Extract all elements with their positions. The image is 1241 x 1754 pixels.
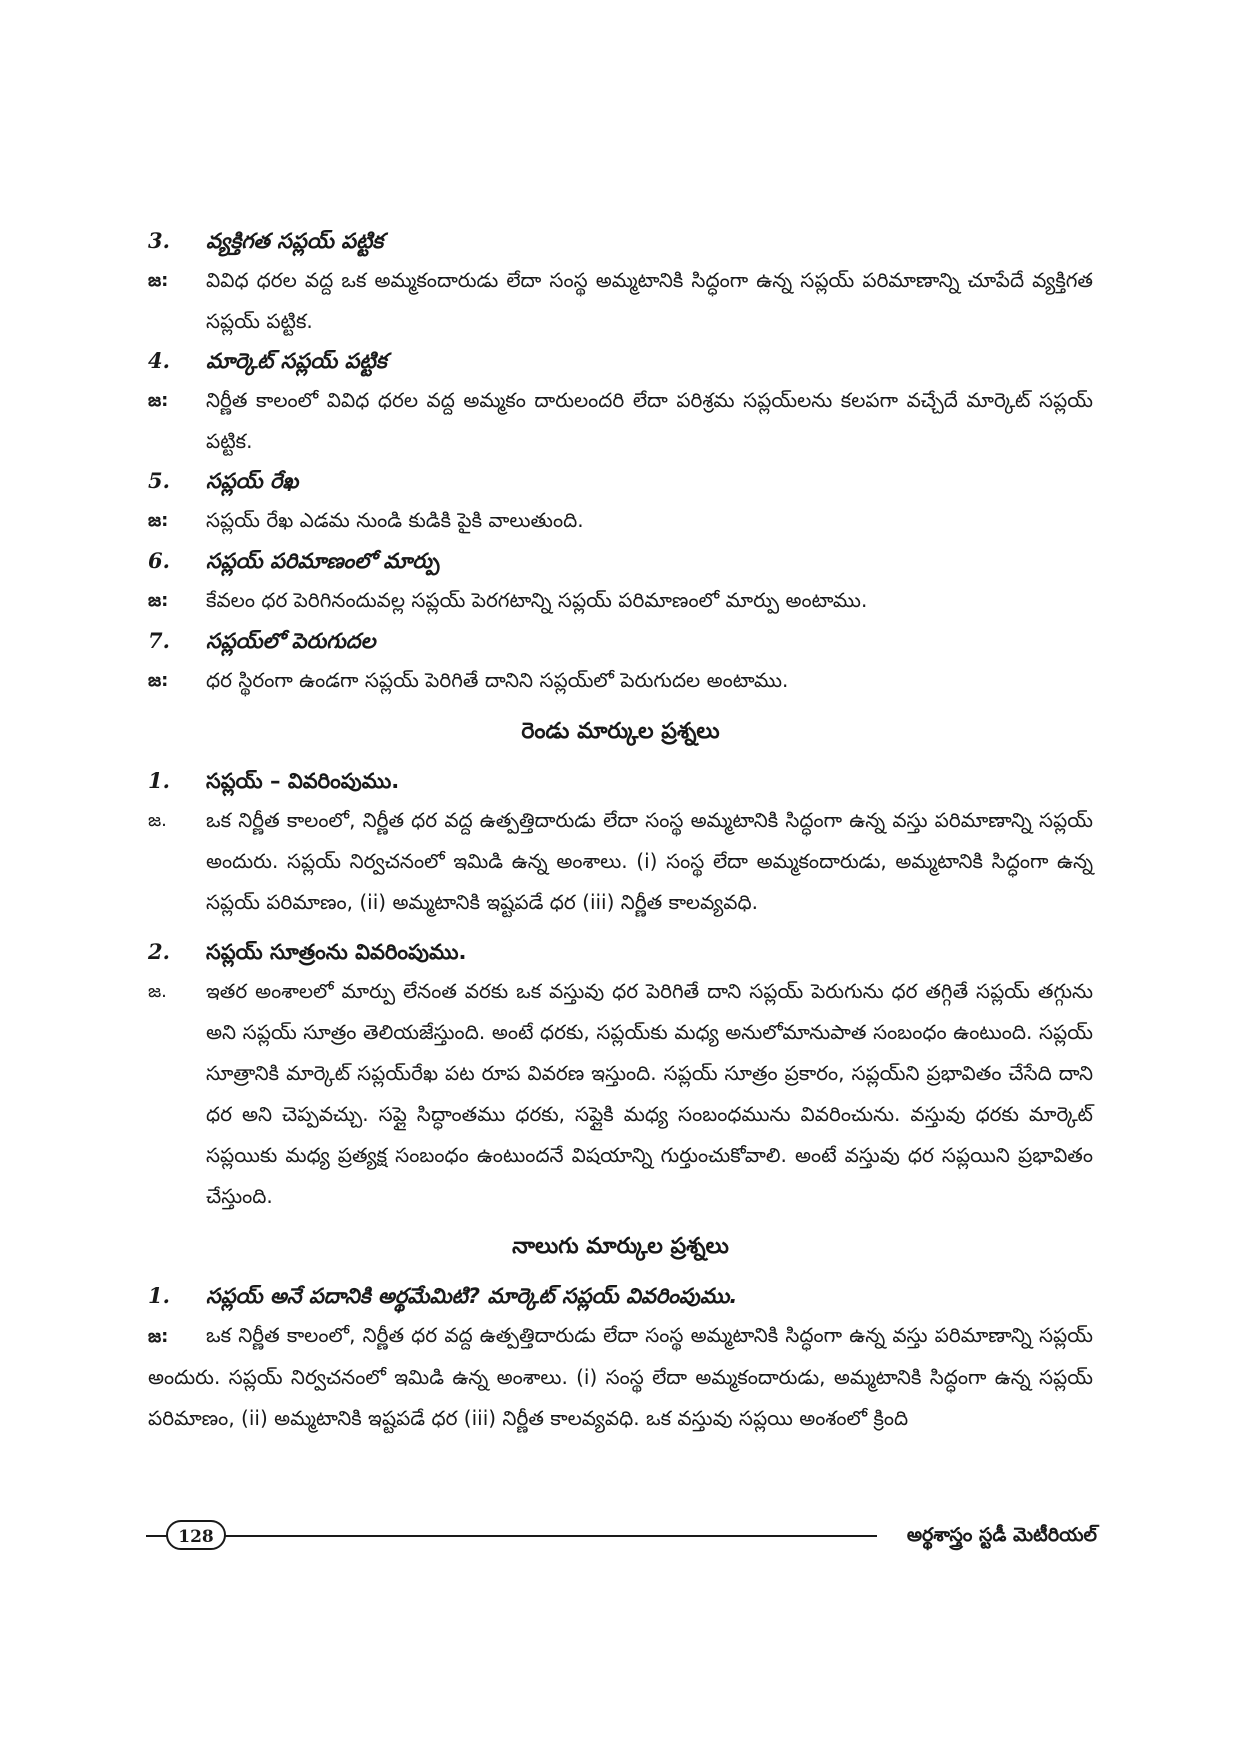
answer-label: జ: [148, 390, 169, 411]
item-heading [148, 462, 1093, 500]
section-heading-four-marks: నాలుగు మార్కుల ప్రశ్నలు [512, 1234, 729, 1259]
item-number: 7. [148, 628, 170, 653]
answer-text: ఒక నిర్ణీత కాలంలో, నిర్ణీత ధర వద్ద ఉత్పత్తిదారుడు లేదా సంస్థ అమ్మటానికి సిద్ధంగా ఉన్న వస్తు పరిమాణాన్ని సప్లయ్ అందురు. సప్లయ్ నిర్వచనంలో ఇమిడి ఉన్న అంశాలు. (i) సంస్థ లేదా అమ్మకందారుడు, అమ్మటానికి సిద్ధంగా ఉన్న సప్లయ్ పరిమాణం, (ii) అమ్మటానికి ఇష్టపడే ధర (iii) నిర్ణీత కాలవ్యవధి. [206, 808, 1093, 914]
question-answer [148, 1315, 1093, 1439]
answer-label: జ: [148, 270, 169, 291]
question-number: 1. [148, 768, 170, 793]
answer-label: జ: [148, 510, 169, 531]
question-title [206, 762, 1093, 800]
question-heading [148, 762, 1093, 800]
question-answer [148, 800, 1093, 923]
question-number: 1. [148, 1283, 170, 1308]
answer-label: జ: [148, 670, 169, 691]
question-number: 2. [148, 939, 170, 964]
item-number: 4. [148, 348, 170, 373]
item-title: సప్లయ్‌లో పెరుగుదల [206, 629, 376, 653]
page-content [148, 222, 1093, 1439]
question-answer [148, 971, 1093, 1217]
answer-text: వివిధ ధరల వద్ద ఒక అమ్మకందారుడు లేదా సంస్థ అమ్మటానికి సిద్ధంగా ఉన్న సప్లయ్ పరిమాణాన్ని చూపేదే వ్యక్తిగత సప్లయ్ పట్టిక. [206, 268, 1093, 333]
question-heading [148, 933, 1093, 971]
footer-title: అర్థశాస్త్రం స్టడీ మెటీరియల్ [906, 1524, 1097, 1546]
item-answer [148, 380, 1093, 462]
answer-label: జ. [148, 981, 167, 1002]
question-title: సప్లయ్ అనే పదానికి అర్థమేమిటి? మార్కెట్ సప్లయ్ వివరింపుము. [206, 1284, 738, 1308]
item-number: 6. [148, 548, 170, 573]
page-number: 128 [166, 1520, 226, 1550]
answer-text: సప్లయ్ రేఖ ఎడమ నుండి కుడికి పైకి వాలుతుంది. [206, 508, 584, 532]
answer-text: ధర స్థిరంగా ఉండగా సప్లయ్ పెరిగితే దానిని సప్లయ్‌లో పెరుగుదల అంటాము. [206, 668, 789, 692]
item-number: 3. [148, 228, 170, 253]
answer-text: కేవలం ధర పెరిగినందువల్ల సప్లయ్ పెరగటాన్ని సప్లయ్ పరిమాణంలో మార్పు అంటాము. [206, 588, 868, 612]
item-title: వ్యక్తిగత సప్లయ్ పట్టిక [206, 229, 384, 253]
item-heading [148, 542, 1093, 580]
section-heading-two-marks: రెండు మార్కుల ప్రశ్నలు [521, 719, 720, 744]
question-title-bold: వివరింపుము. [355, 940, 467, 964]
item-number: 5. [148, 468, 170, 493]
answer-text: ఇతర అంశాలలో మార్పు లేనంత వరకు ఒక వస్తువు ధర పెరిగితే దాని సప్లయ్ పెరుగును ధర తగ్గితే సప్లయ్ తగ్గును అని సప్లయ్ సూత్రం తెలియజేస్తుంది. అంటే ధరకు, సప్లయ్‌కు మధ్య అనులోమానుపాత సంబంధం ఉంటుంది. సప్లయ్ సూత్రానికి మార్కెట్ సప్లయ్‌రేఖ పట రూప వివరణ ఇస్తుంది. సప్లయ్ సూత్రం ప్రకారం, సప్లయ్‌ని ప్రభావితం చేసేది దాని ధర అని చెప్పవచ్చు. సప్లై సిద్ధాంతము ధరకు, సప్లైకి మధ్య సంబంధమును వివరించును. వస్తువు ధరకు మార్కెట్ సప్లయికు మధ్య ప్రత్యక్ష సంబంధం ఉంటుందనే విషయాన్ని గుర్తుంచుకోవాలి. అంటే వస్తువు ధర సప్లయిని ప్రభావితం చేస్తుంది. [206, 979, 1093, 1208]
question-title-bold: వివరింపుము. [287, 769, 400, 793]
answer-text: నిర్ణీత కాలంలో వివిధ ధరల వద్ద అమ్మకం దారులందరి లేదా పరిశ్రమ సప్లయ్‌లను కలపగా వచ్చేదే మార్కెట్ సప్లయ్ పట్టిక. [206, 388, 1093, 453]
question-title-prefix: సప్లయ్ సూత్రంను [206, 940, 356, 964]
answer-label: జ: [148, 1326, 169, 1347]
page-footer [146, 1520, 1097, 1550]
question-title-prefix: సప్లయ్ – [206, 769, 288, 793]
item-answer [148, 260, 1093, 342]
item-answer [148, 660, 1093, 702]
item-title: మార్కెట్ సప్లయ్ పట్టిక [206, 349, 387, 373]
item-answer [148, 580, 1093, 622]
item-heading [148, 222, 1093, 260]
item-heading [148, 342, 1093, 380]
answer-label: జ. [148, 810, 167, 831]
answer-text: ఒక నిర్ణీత కాలంలో, నిర్ణీత ధర వద్ద ఉత్పత్తిదారుడు లేదా సంస్థ అమ్మటానికి సిద్ధంగా ఉన్న వస్తు పరిమాణాన్ని సప్లయ్ అందురు. సప్లయ్ నిర్వచనంలో ఇమిడి ఉన్న అంశాలు. (i) సంస్థ లేదా అమ్మకందారుడు, అమ్మటానికి సిద్ధంగా ఉన్న సప్లయ్ పరిమాణం, (ii) అమ్మటానికి ఇష్టపడే ధర (iii) నిర్ణీత కాలవ్యవధి. ఒక వస్తువు సప్లయి అంశంలో క్రింది [148, 1323, 1093, 1430]
item-heading [148, 622, 1093, 660]
item-title: సప్లయ్ రేఖ [206, 469, 299, 493]
question-heading [148, 1277, 1093, 1315]
answer-label: జ: [148, 590, 169, 611]
item-title: సప్లయ్ పరిమాణంలో మార్పు [206, 549, 440, 573]
footer-rule [146, 1535, 877, 1537]
item-answer [148, 500, 1093, 542]
question-title [206, 933, 1093, 971]
